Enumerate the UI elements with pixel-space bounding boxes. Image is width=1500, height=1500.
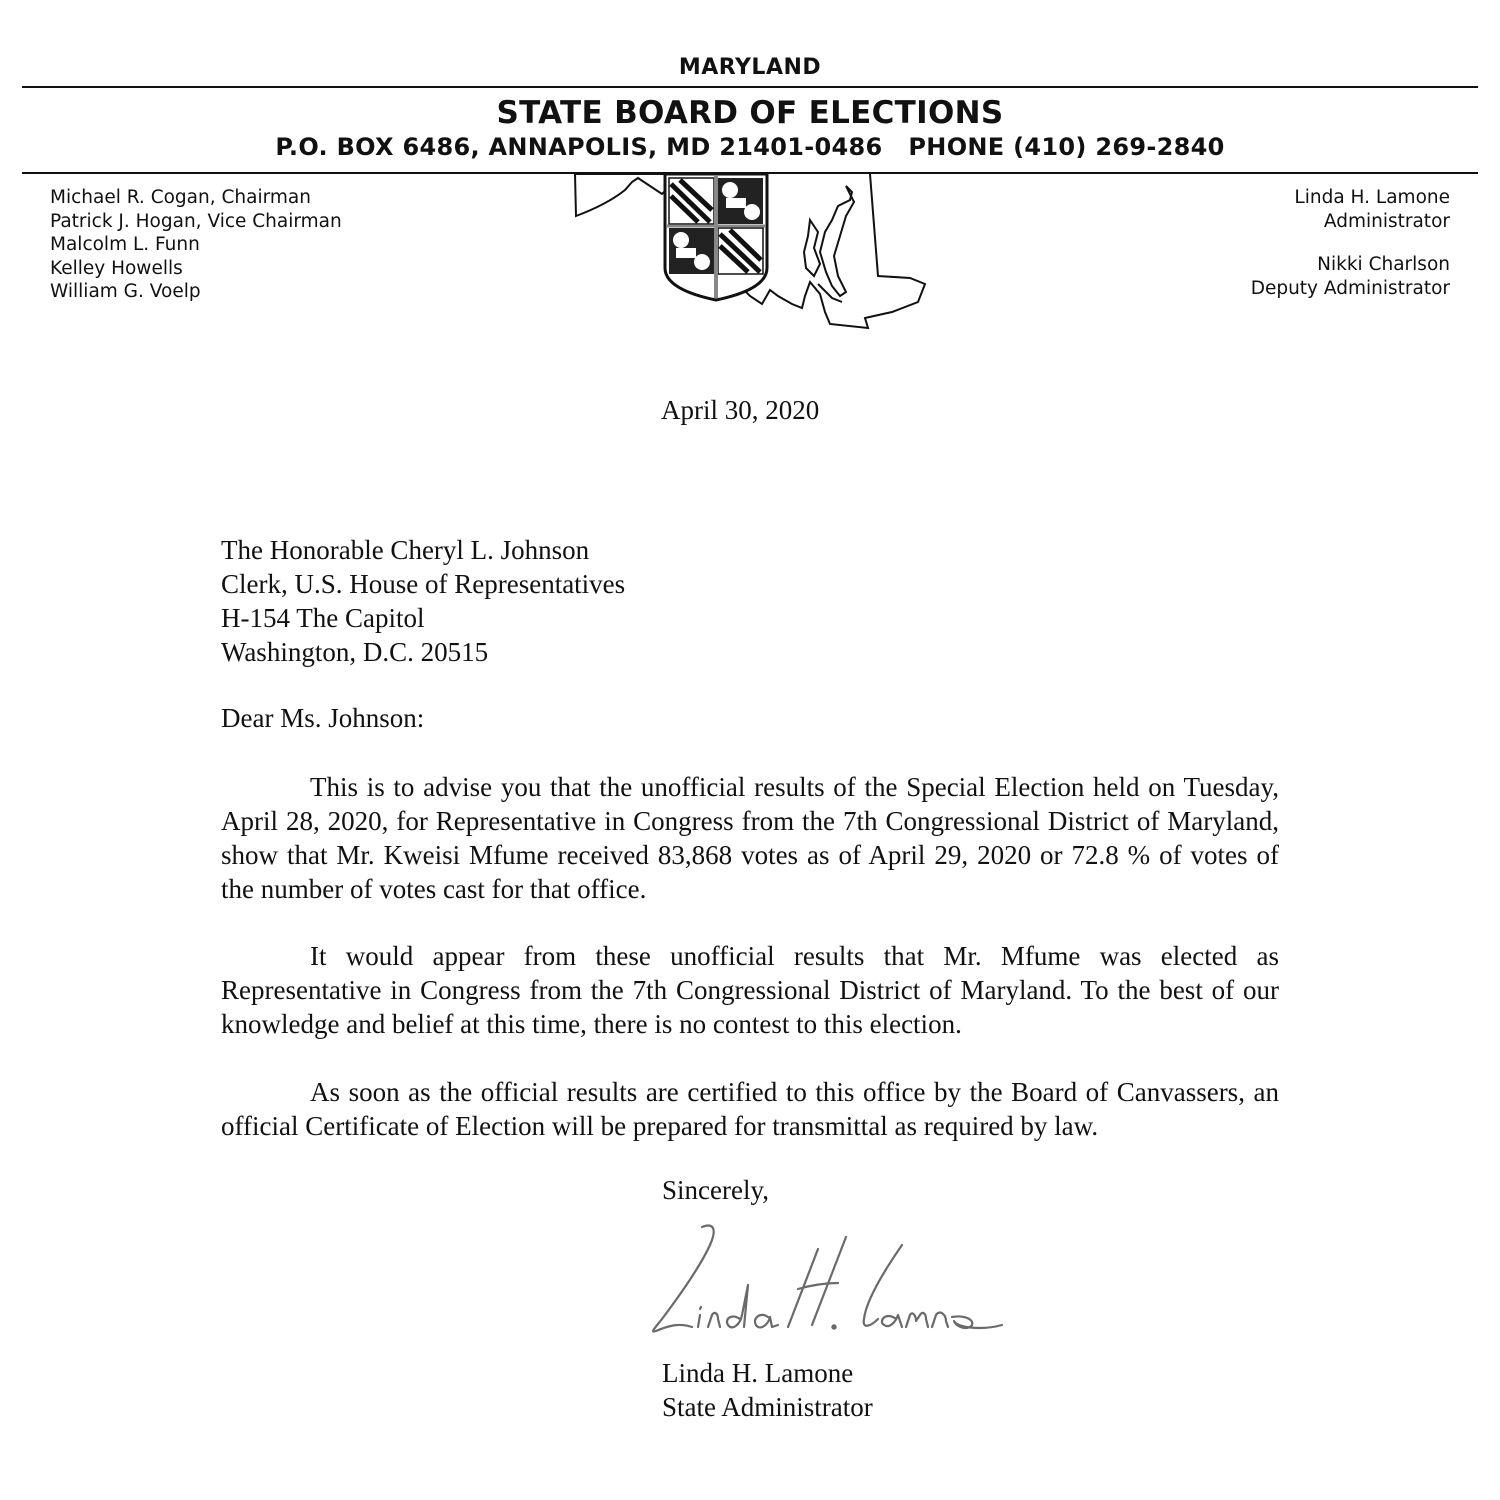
- staff-name: Linda H. Lamone: [1294, 187, 1450, 208]
- signer-block: [662, 1356, 873, 1424]
- letterhead-address: P.O. BOX 6486, ANNAPOLIS, MD 21401-0486 PHONE (410) 269-2840: [275, 133, 1225, 161]
- staff-name: Nikki Charlson: [1317, 254, 1450, 276]
- salutation: Dear Ms. Johnson:: [221, 703, 425, 733]
- signer-name: Linda H. Lamone: [662, 1358, 854, 1388]
- staff-title: Deputy Administrator: [1250, 277, 1450, 299]
- board-member: Kelley Howells: [50, 257, 183, 279]
- signer-title: State Administrator: [662, 1392, 873, 1422]
- recipient-line: Washington, D.C. 20515: [221, 637, 489, 667]
- maryland-seal-icon: [570, 172, 940, 334]
- letter-date: April 30, 2020: [661, 395, 820, 425]
- letterhead-state: MARYLAND: [678, 55, 822, 80]
- letterhead-board-name: STATE BOARD OF ELECTIONS: [496, 95, 1004, 131]
- closing: Sincerely,: [662, 1175, 769, 1205]
- recipient-line: H-154 The Capitol: [221, 603, 425, 633]
- board-member: Michael R. Cogan, Chairman: [50, 187, 311, 208]
- recipient-line: Clerk, U.S. House of Representatives: [221, 569, 626, 599]
- signature-icon: [640, 1215, 1020, 1345]
- recipient-address: [221, 533, 625, 669]
- board-member: Patrick J. Hogan, Vice Chairman: [50, 210, 342, 232]
- recipient-line: The Honorable Cheryl L. Johnson: [221, 535, 590, 565]
- board-member: Malcolm L. Funn: [50, 234, 200, 256]
- staff-title: Administrator: [1323, 210, 1450, 232]
- staff-list: [1251, 186, 1450, 300]
- body-paragraph: It would appear from these unofficial results that Mr. Mfume was elected as Representative in Congress from the 7th Congressional District of Maryland. To the best of our knowledge and belief at this time, there is no contest to this election.: [221, 941, 1279, 1039]
- board-member: William G. Voelp: [50, 281, 201, 303]
- letterhead-rule-top: [22, 86, 1478, 88]
- body-paragraph: This is to advise you that the unofficial results of the Special Election held on Tuesday, April 28, 2020, for Representative in Congress from the 7th Congressional District of Maryland, show that Mr. Kweisi Mfume received 83,868 votes as of April 29, 2020 or 72.8 % of votes of the number of votes cast for that office.: [221, 772, 1279, 904]
- body-paragraph: As soon as the official results are certified to this office by the Board of Canvassers, an official Certificate of Election will be prepared for transmittal as required by law.: [221, 1077, 1279, 1141]
- board-members-list: [50, 186, 342, 304]
